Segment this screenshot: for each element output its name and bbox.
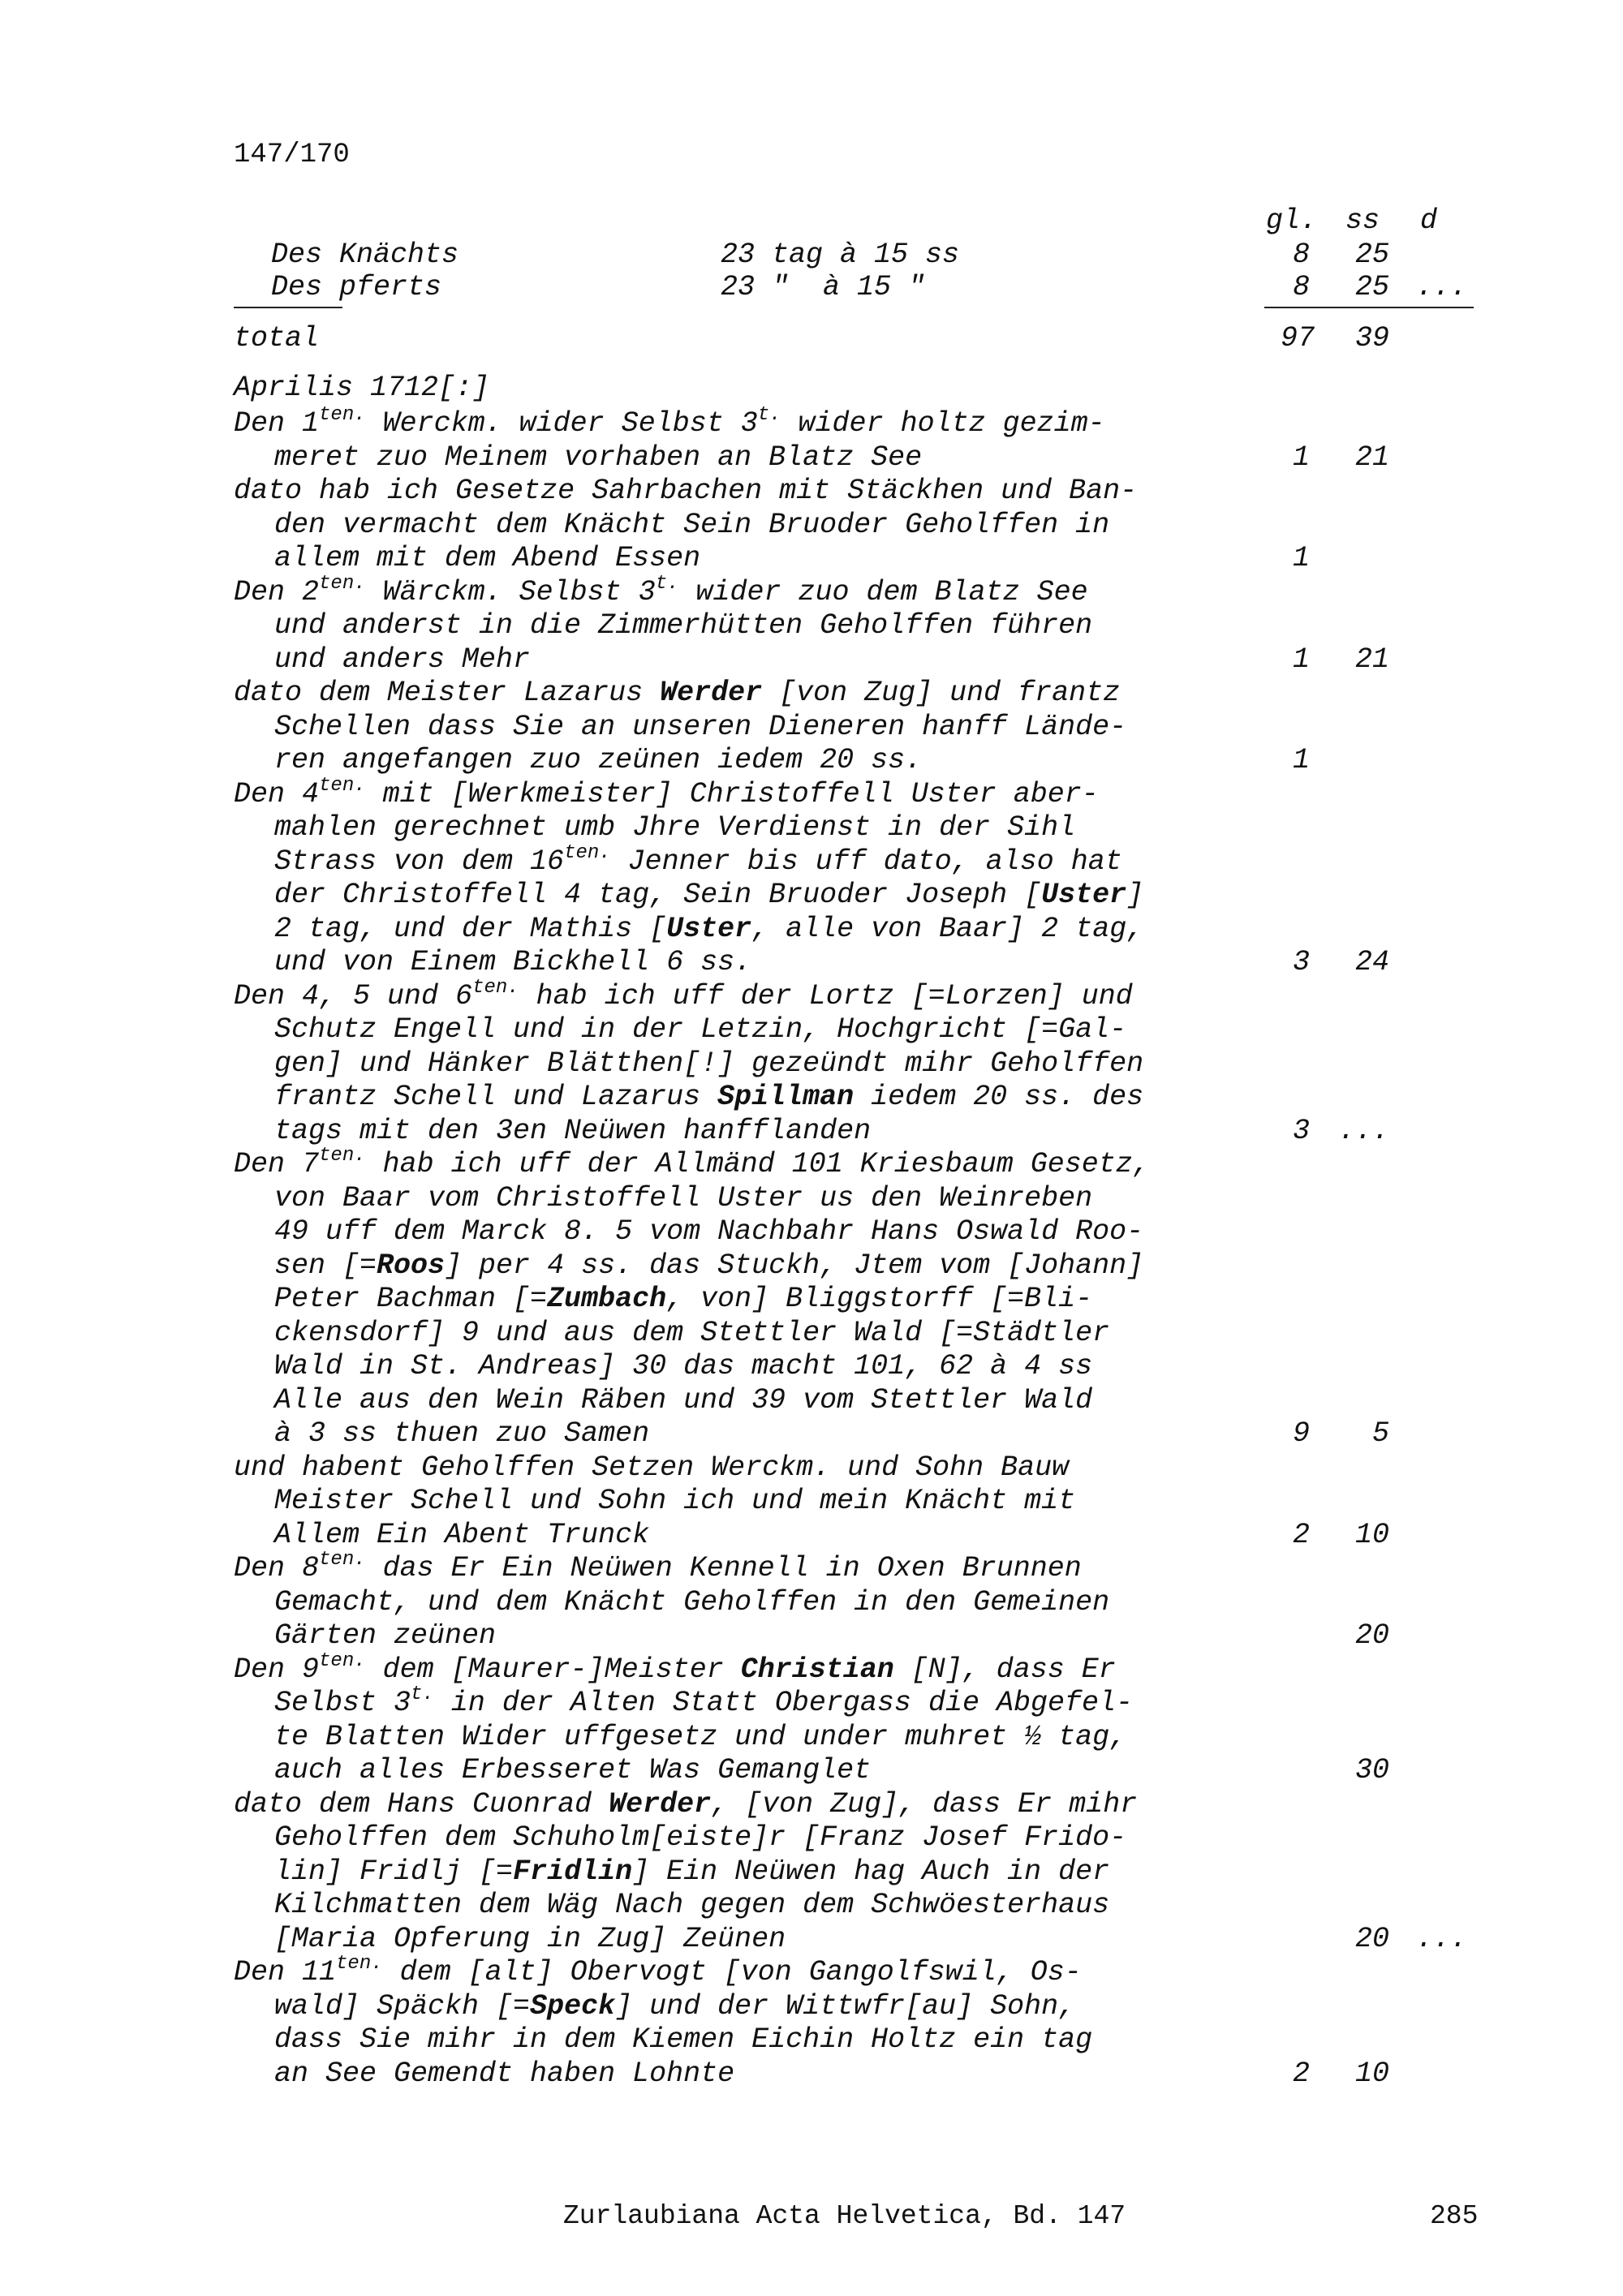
entry-line: ren angefangen zuo zeünen iedem 20 ss. [274,744,923,776]
entry-line: an See Gemendt haben Lohnte [274,2057,735,2090]
row1-ss: 25 [1354,239,1389,271]
amount-gl: 2 [1292,2057,1310,2090]
row2-ss: 25 [1354,271,1389,303]
entry-line: Allem Ein Abent Trunck [274,1519,650,1551]
row2-gl: 8 [1292,271,1310,303]
month-heading: Aprilis 1712[:] [234,372,490,404]
col-header-ss: ss [1345,204,1380,237]
row1-gl: 8 [1292,239,1310,271]
entry-line: Den $8^{ten.}$ das Er Ein Neüwen Kennell in Oxen Brunnen [234,1549,1082,1584]
entry-line: meret zuo Meinem vorhaben an Blatz See [274,441,923,474]
total-label: total [234,322,320,355]
divider-left [234,307,342,308]
amount-ss: 20 [1354,1619,1389,1652]
entry-line: mahlen gerechnet umb Jhre Verdienst in der Sihl [274,811,1076,844]
entry-line: auch alles Erbesseret Was Gemanglet [274,1754,872,1786]
entry-line: wald] Späckh [=Speck] und der Wittwfr[au] Sohn, [274,1990,1076,2023]
total-gl: 97 [1281,322,1315,355]
entry-line: dato dem Hans Cuonrad Werder, [von Zug], dass Er mihr [234,1788,1138,1821]
col-header-d: d [1420,204,1438,237]
amount-gl: 1 [1292,643,1310,676]
entry-line: Wald in St. Andreas] 30 das macht 101, 62 à 4 ss [274,1350,1093,1382]
entry-line: Den $11^{ten.}$ dem [alt] Obervogt [von Gangolfswil, Os- [234,1953,1082,1989]
amount-gl: 3 [1292,946,1310,978]
entry-line: allem mit dem Abend Essen [274,542,701,574]
amount-ss: 21 [1354,441,1389,474]
entry-line: Geholffen dem Schuholm[eiste]r [Franz Josef Frido- [274,1821,1127,1854]
entry-line: lin] Fridlj [=Fridlin] Ein Neüwen hag Auch in der [274,1855,1110,1888]
entry-line: Schellen dass Sie an unseren Dieneren hanff Lände- [274,711,1127,743]
amount-ss: 24 [1354,946,1389,978]
amount-gl: 1 [1292,441,1310,474]
entry-line: frantz Schell und Lazarus Spillman iedem 20 ss. des [274,1081,1144,1113]
entry-line: Strass von dem $16^{ten.}$ Jenner bis uff dato, also hat [274,842,1122,878]
amount-gl: 1 [1292,744,1310,776]
entry-line: Den $9^{ten.}$ dem [Maurer-]Meister Christian [N], dass Er [234,1650,1116,1686]
amount-ss: 5 [1371,1417,1389,1450]
entry-line: und anderst in die Zimmerhütten Geholffen führen [274,609,1093,642]
entry-line: Den 4, 5 und $6^{ten.}$ hab ich uff der Lortz [=Lorzen] und [234,977,1133,1013]
entry-line: à 3 ss thuen zuo Samen [274,1417,650,1450]
amount-ss: 10 [1354,1519,1389,1551]
entry-line: [Maria Opferung in Zug] Zeünen [274,1923,786,1955]
entry-line: ckensdorf] 9 und aus dem Stettler Wald [=Städtler [274,1317,1110,1349]
entry-line: dass Sie mihr in dem Kiemen Eichin Holtz ein tag [274,2023,1093,2056]
entry-line: Den $4^{ten.}$ mit [Werkmeister] Christoffell Uster aber- [234,775,1099,810]
entry-line: Schutz Engell und in der Letzin, Hochgricht [=Gal- [274,1013,1127,1046]
entry-line: 2 tag, und der Mathis [Uster, alle von Baar] 2 tag, [274,913,1144,945]
footer-page-number: 285 [1430,2201,1479,2231]
entry-line: und habent Geholffen Setzen Werckm. und Sohn Bauw [234,1451,1070,1484]
entry-line: Den $7^{ten.}$ hab ich uff der Allmänd 101 Kriesbaum Gesetz, [234,1145,1150,1180]
amount-gl: 2 [1292,1519,1310,1551]
amount-ss: ... [1337,1115,1389,1147]
entry-line: Gemacht, und dem Knächt Geholffen in den Gemeinen [274,1586,1110,1619]
entry-line: 49 uff dem Marck 8. 5 vom Nachbahr Hans Oswald Roo- [274,1215,1144,1248]
entry-line: Den $1^{ten.}$ Werckm. wider Selbst $3^{t.}$ wider holtz gezim- [234,404,1105,440]
amount-ss: 21 [1354,643,1389,676]
amount-ss: 30 [1354,1754,1389,1786]
entry-line: von Baar vom Christoffell Uster us den Weinreben [274,1182,1093,1215]
entry-line: Meister Schell und Sohn ich und mein Knächt mit [274,1485,1076,1517]
row2-detail: 23 " à 15 " [721,271,926,303]
footer-title: Zurlaubiana Acta Helvetica, Bd. 147 [563,2201,1126,2231]
entry-line: der Christoffell 4 tag, Sein Bruoder Joseph [Uster] [274,879,1144,911]
entry-line: Selbst $3^{t.}$ in der Alten Statt Obergass die Abgefel- [274,1683,1133,1719]
entry-line: Peter Bachman [=Zumbach, von] Bliggstorff [=Bli- [274,1283,1093,1315]
entry-line: Gärten zeünen [274,1619,497,1652]
entry-line: dato dem Meister Lazarus Werder [von Zug] und frantz [234,677,1121,709]
entry-line: Alle aus den Wein Räben und 39 vom Stettler Wald [274,1384,1093,1417]
amount-d: ... [1416,1923,1468,1955]
entry-line: te Blatten Wider uffgesetz und under muhret ½ tag, [274,1721,1127,1753]
amount-gl: 9 [1292,1417,1310,1450]
col-header-gl: gl. [1266,204,1318,237]
amount-ss: 20 [1354,1923,1389,1955]
row2-d: ... [1416,271,1468,303]
entry-line: Kilchmatten dem Wäg Nach gegen dem Schwöesterhaus [274,1889,1110,1921]
entry-line: den vermacht dem Knächt Sein Bruoder Geholffen in [274,509,1110,541]
row1-detail: 23 tag à 15 ss [721,239,960,271]
amount-gl: 3 [1292,1115,1310,1147]
entry-line: sen [=Roos] per 4 ss. das Stuckh, Jtem vom [Johann] [274,1249,1144,1282]
entry-line: gen] und Hänker Blätthen[!] gezeündt mihr Geholffen [274,1047,1144,1080]
divider-right [1264,307,1474,308]
total-ss: 39 [1354,322,1389,355]
amount-ss: 10 [1354,2057,1389,2090]
row2-label: Des pferts [271,271,442,303]
page-label: 147/170 [234,140,350,170]
entry-line: tags mit den 3en Neüwen hanfflanden [274,1115,872,1147]
row1-label: Des Knächts [271,239,459,271]
amount-gl: 1 [1292,542,1310,574]
entry-line: Den $2^{ten.}$ Wärckm. Selbst $3^{t.}$ wider zuo dem Blatz See [234,573,1088,608]
entry-line: und von Einem Bickhell 6 ss. [274,946,752,978]
entry-line: und anders Mehr [274,643,531,676]
entry-line: dato hab ich Gesetze Sahrbachen mit Stäckhen und Ban- [234,475,1138,507]
